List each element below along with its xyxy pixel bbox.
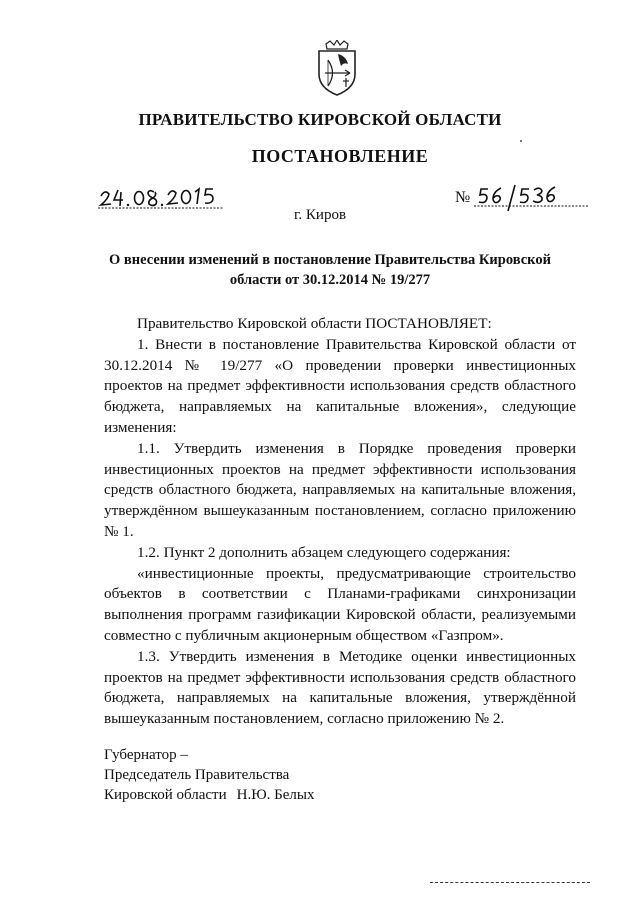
signature-position-line-3	[104, 785, 314, 805]
paragraph-1: 1. Внести в постановление Правительства Кировской области от 30.12.2014 № 19/277 «О проведении проверки инвестиционных проектов на предмет эффективности использования средств областного бюджета, направляемых на капитальные вложения», следующие изменения:	[104, 335, 576, 436]
footer-divider	[430, 882, 590, 883]
signature-region: Кировской области	[104, 787, 227, 803]
signature-position-line-1: Губернатор –	[104, 747, 188, 763]
scan-speck	[520, 140, 522, 142]
number-label: №	[455, 189, 471, 206]
government-title: ПРАВИТЕЛЬСТВО КИРОВСКОЙ ОБЛАСТИ	[138, 110, 502, 129]
paragraph-1-2: 1.2. Пункт 2 дополнить абзацем следующего содержания:	[137, 543, 511, 561]
coat-of-arms-icon	[314, 40, 360, 96]
subject-line-1: О внесении изменений в постановление Правительства Кировской	[109, 252, 551, 268]
signature-block	[104, 745, 314, 805]
document-body	[104, 314, 576, 730]
paragraph-1-2-quote: «инвестиционные проекты, предусматривающие строительство объектов в соответствии с Планами-графиками синхронизации выполнения программ газификации Кировской области, реализуемыми совместно с публичным акционерным обществом «Газпром».	[104, 564, 576, 644]
signatory-name: Н.Ю. Белых	[236, 787, 315, 803]
paragraph-1-3: 1.3. Утвердить изменения в Методике оценки инвестиционных проектов на предмет эффективности использования средств областного бюджета, направляемых на капитальные вложения, утверждённой вышеуказанным постановлением, согласно приложению № 2.	[104, 647, 576, 728]
paragraph-1-1: 1.1. Утвердить изменения в Порядке проведения проверки инвестиционных проектов на предмет эффективности использования средств областного бюджета, направляемых на капитальные вложения, утверждённом вышеуказанным постановлением, согласно приложению № 1.	[104, 439, 576, 540]
paragraph-preamble: Правительство Кировской области ПОСТАНОВЛЯЕТ:	[137, 315, 492, 332]
document-subject	[90, 250, 570, 290]
subject-line-2: области от 30.12.2014 № 19/277	[229, 272, 431, 288]
document-type: ПОСТАНОВЛЕНИЕ	[251, 146, 429, 166]
signature-position-line-2: Председатель Правительства	[104, 767, 290, 783]
city-label: г. Киров	[293, 207, 347, 223]
